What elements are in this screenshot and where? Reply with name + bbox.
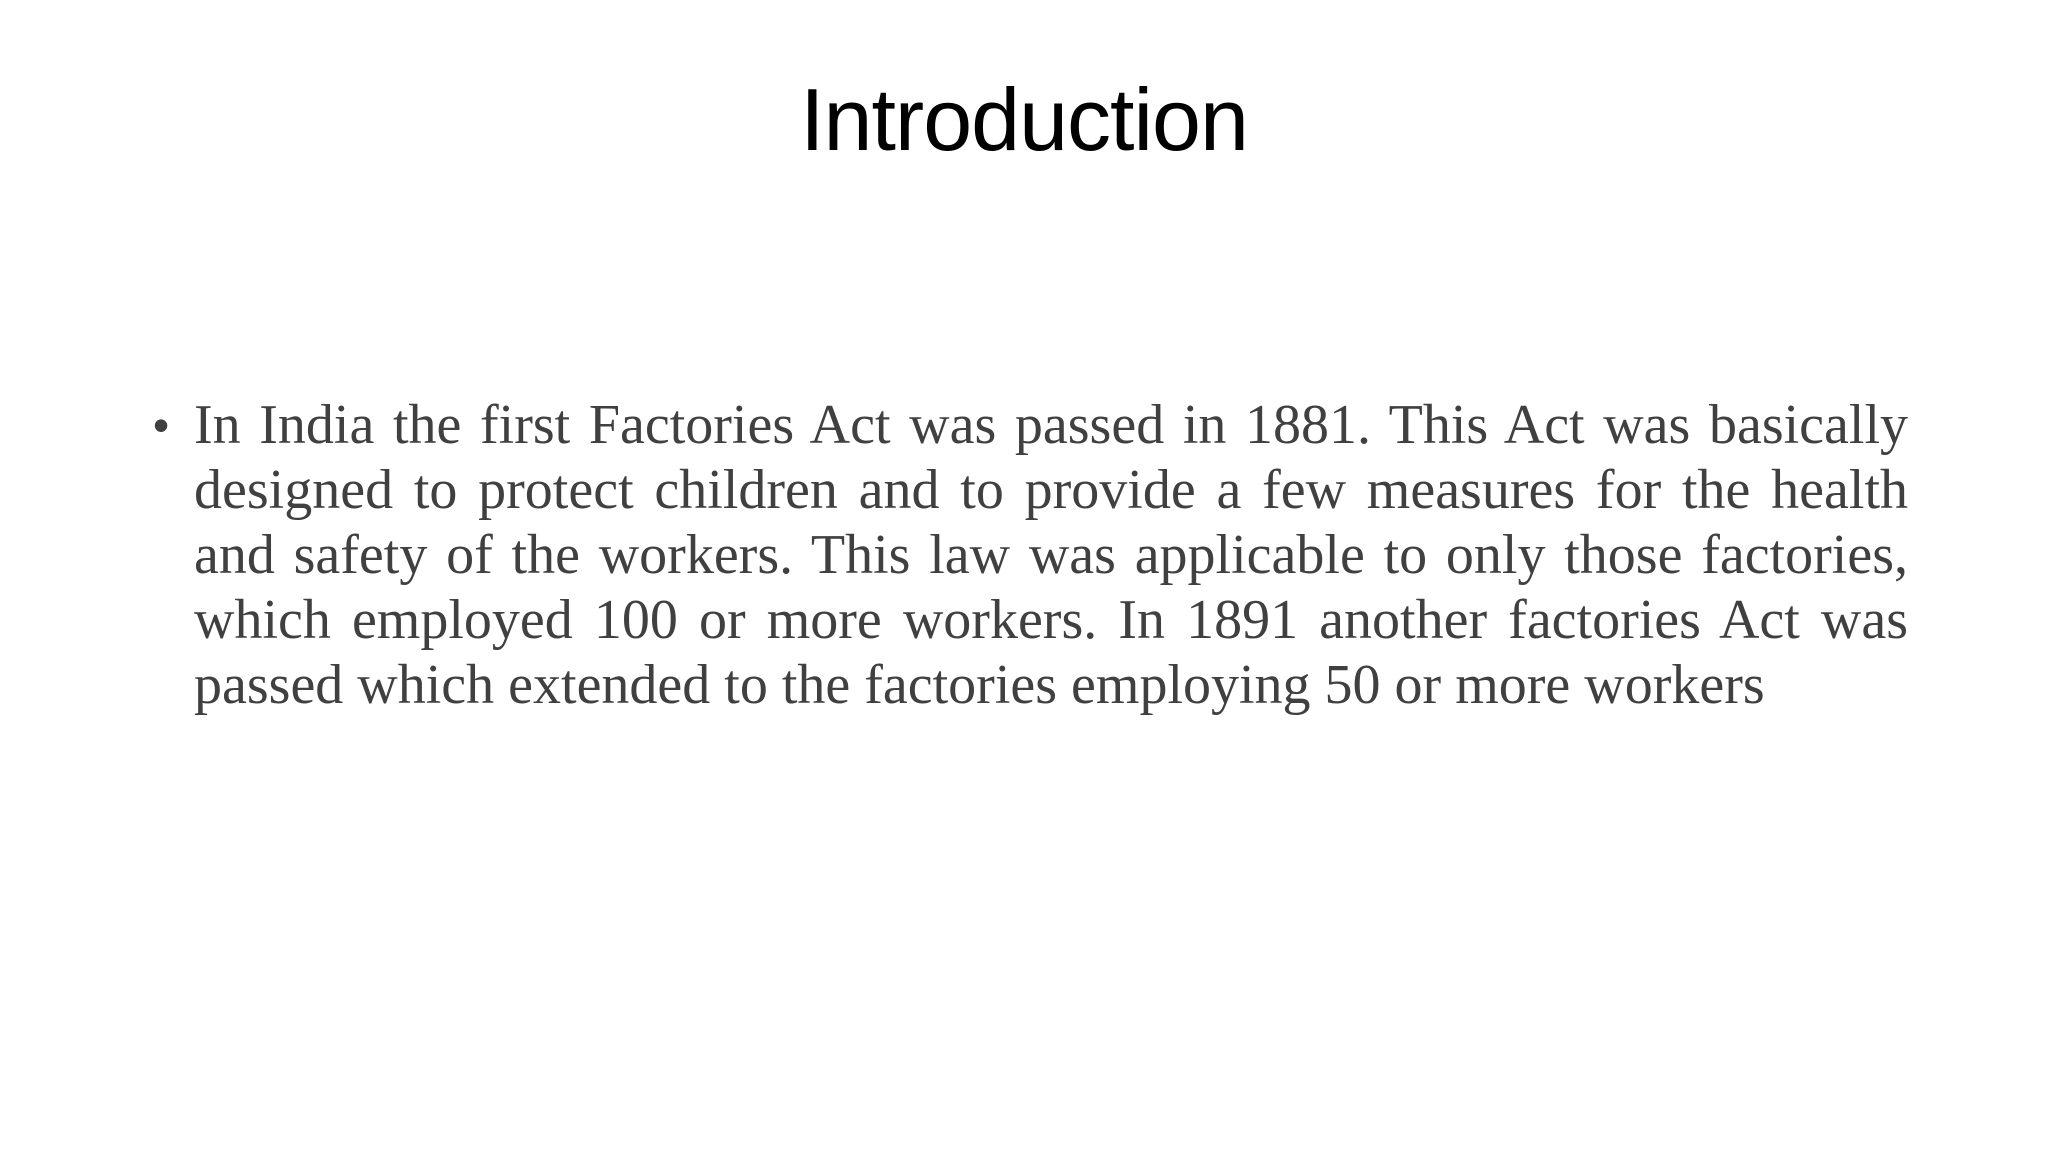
bullet-marker: • xyxy=(153,399,170,451)
bullet-item xyxy=(150,393,1908,718)
bullet-text: In India the first Factories Act was passed in 1881. This Act was basically designed to protect children and to provide a few measures for the health and safety of the workers. This law was applicable to only those factories, which employed 100 or more workers. In 1891 another factories Act was passed which extended to the factories employing 50 or more workers xyxy=(194,394,1908,716)
slide-title: Introduction xyxy=(800,70,1248,169)
slide-body xyxy=(150,393,1908,718)
